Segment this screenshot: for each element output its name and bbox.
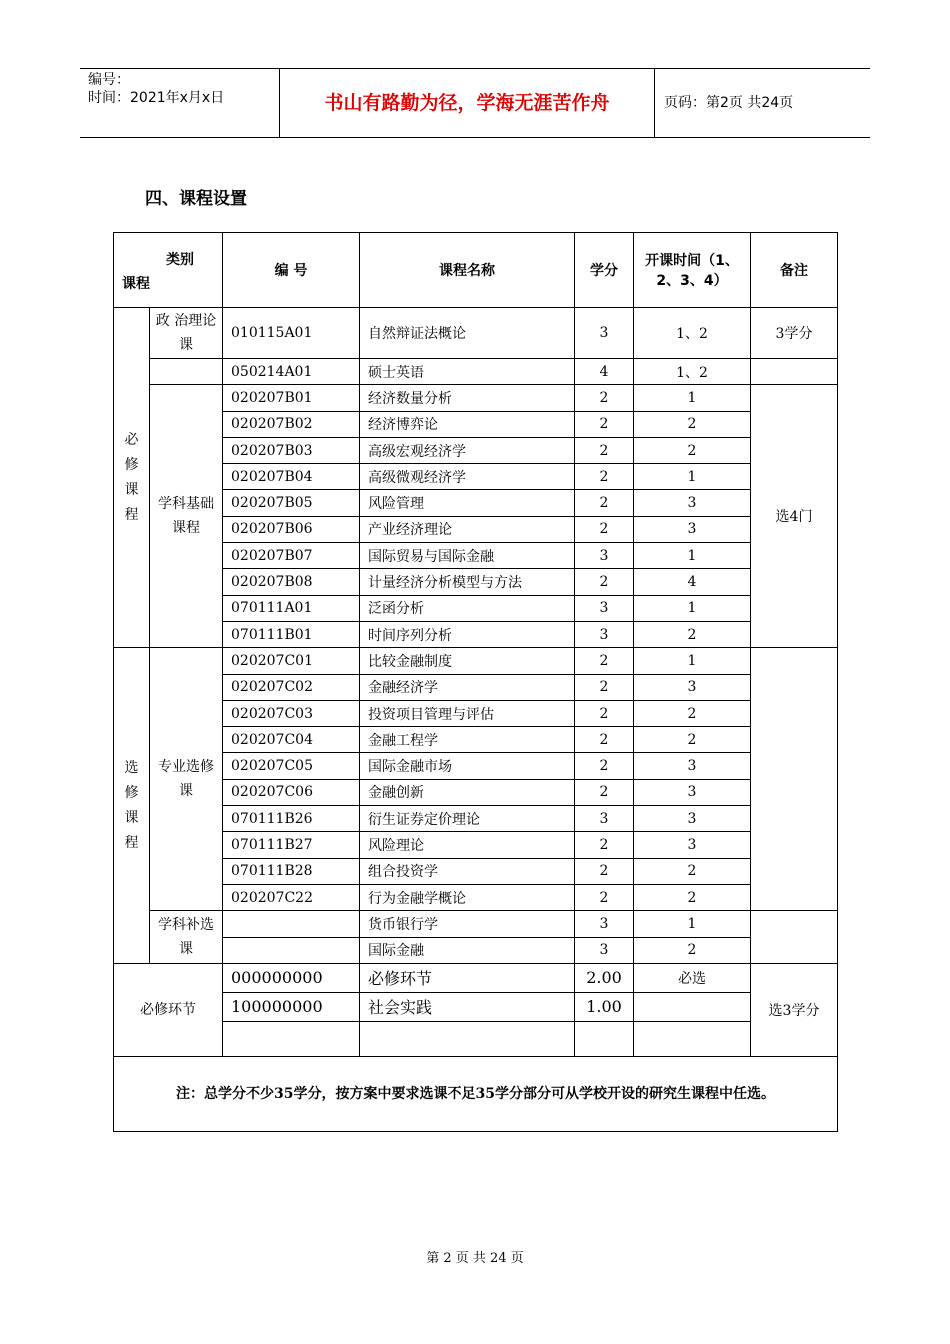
course-name: 组合投资学 xyxy=(360,858,575,884)
course-time: 3 xyxy=(634,779,751,805)
category-header xyxy=(114,233,223,308)
table-row xyxy=(114,648,838,674)
course-time: 2 xyxy=(634,858,751,884)
course-credit: 2 xyxy=(575,411,634,437)
course-code: 020207B07 xyxy=(223,543,360,569)
course-name: 国际金融市场 xyxy=(360,753,575,779)
course-code: 070111B01 xyxy=(223,621,360,647)
course-table xyxy=(113,232,838,1132)
course-code xyxy=(223,1021,360,1056)
course-code: 020207B02 xyxy=(223,411,360,437)
course-code: 020207C04 xyxy=(223,727,360,753)
course-name: 时间序列分析 xyxy=(360,621,575,647)
course-code xyxy=(223,911,360,937)
course-name: 国际贸易与国际金融 xyxy=(360,543,575,569)
course-name: 风险管理 xyxy=(360,490,575,516)
table-row xyxy=(114,464,838,490)
course-credit: 2 xyxy=(575,674,634,700)
course-remark xyxy=(751,911,838,964)
course-credit: 2 xyxy=(575,516,634,542)
course-name: 货币银行学 xyxy=(360,911,575,937)
group-basic: 学科基础课程 xyxy=(150,385,223,648)
table-row xyxy=(114,385,838,411)
number-label: 编号： xyxy=(88,72,130,88)
course-credit: 3 xyxy=(575,595,634,621)
course-time: 3 xyxy=(634,674,751,700)
course-name: 自然辩证法概论 xyxy=(360,308,575,359)
group-required-links: 必修环节 xyxy=(114,963,223,1056)
course-name: 风险理论 xyxy=(360,832,575,858)
table-row xyxy=(114,992,838,1021)
course-name: 产业经济理论 xyxy=(360,516,575,542)
course-code: 100000000 xyxy=(223,992,360,1021)
course-time: 3 xyxy=(634,806,751,832)
course-time: 2 xyxy=(634,621,751,647)
course-credit: 1.00 xyxy=(575,992,634,1021)
course-time: 必选 xyxy=(634,963,751,992)
course-code: 070111B27 xyxy=(223,832,360,858)
course-time xyxy=(634,992,751,1021)
course-code: 020207B05 xyxy=(223,490,360,516)
course-code: 020207C01 xyxy=(223,648,360,674)
remark-header: 备注 xyxy=(751,233,838,308)
course-name: 国际金融 xyxy=(360,937,575,963)
course-code: 070111B26 xyxy=(223,806,360,832)
course-remark: 3学分 xyxy=(751,308,838,359)
course-time: 2 xyxy=(634,700,751,726)
course-time: 1、2 xyxy=(634,359,751,385)
table-row xyxy=(114,963,838,992)
course-credit: 2 xyxy=(575,832,634,858)
course-name: 计量经济分析模型与方法 xyxy=(360,569,575,595)
course-name: 金融工程学 xyxy=(360,727,575,753)
course-code: 070111B28 xyxy=(223,858,360,884)
header-meta xyxy=(80,69,280,137)
table-row xyxy=(114,727,838,753)
course-credit: 2.00 xyxy=(575,963,634,992)
course-code: 020207B01 xyxy=(223,385,360,411)
course-credit: 3 xyxy=(575,308,634,359)
course-name: 高级微观经济学 xyxy=(360,464,575,490)
table-row xyxy=(114,569,838,595)
group-major-elective: 专业选修课 xyxy=(150,648,223,911)
table-row xyxy=(114,359,838,385)
code-header: 编 号 xyxy=(223,233,360,308)
course-credit: 2 xyxy=(575,569,634,595)
course-time: 3 xyxy=(634,753,751,779)
course-time: 1 xyxy=(634,648,751,674)
course-credit: 2 xyxy=(575,464,634,490)
course-time: 2 xyxy=(634,411,751,437)
course-code: 010115A01 xyxy=(223,308,360,359)
table-row xyxy=(114,1021,838,1056)
course-code: 000000000 xyxy=(223,963,360,992)
course-code: 020207C03 xyxy=(223,700,360,726)
course-remark: 选3学分 xyxy=(751,963,838,1056)
category-header-bottom: 课程 xyxy=(122,276,150,292)
course-credit: 3 xyxy=(575,806,634,832)
table-row xyxy=(114,674,838,700)
required-courses-label: 必 修 课 程 xyxy=(114,308,150,648)
course-credit xyxy=(575,1021,634,1056)
course-time: 1 xyxy=(634,595,751,621)
course-code: 020207C02 xyxy=(223,674,360,700)
course-credit: 2 xyxy=(575,753,634,779)
table-row xyxy=(114,411,838,437)
table-header-row xyxy=(114,233,838,308)
course-remark xyxy=(751,359,838,385)
course-time: 2 xyxy=(634,884,751,910)
course-time: 1 xyxy=(634,911,751,937)
table-row xyxy=(114,884,838,910)
time-header: 开课时间（1、2、3、4） xyxy=(634,233,751,308)
course-time: 2 xyxy=(634,727,751,753)
table-row xyxy=(114,516,838,542)
course-code: 020207B06 xyxy=(223,516,360,542)
course-code: 020207B03 xyxy=(223,437,360,463)
course-credit: 3 xyxy=(575,937,634,963)
course-credit: 2 xyxy=(575,648,634,674)
course-name: 行为金融学概论 xyxy=(360,884,575,910)
course-credit: 3 xyxy=(575,911,634,937)
section-title: 四、课程设置 xyxy=(145,189,247,209)
course-credit: 2 xyxy=(575,385,634,411)
course-name: 泛函分析 xyxy=(360,595,575,621)
table-row xyxy=(114,308,838,359)
course-name: 经济数量分析 xyxy=(360,385,575,411)
table-row xyxy=(114,437,838,463)
table-row xyxy=(114,621,838,647)
course-credit: 2 xyxy=(575,779,634,805)
course-credit: 2 xyxy=(575,858,634,884)
course-credit: 3 xyxy=(575,621,634,647)
course-name: 社会实践 xyxy=(360,992,575,1021)
table-row xyxy=(114,806,838,832)
course-credit: 2 xyxy=(575,700,634,726)
time-label: 时间：2021年x月x日 xyxy=(88,90,225,106)
course-time: 1 xyxy=(634,543,751,569)
course-name: 衍生证券定价理论 xyxy=(360,806,575,832)
elective-courses-label: 选 修 课 程 xyxy=(114,648,150,964)
course-name: 高级宏观经济学 xyxy=(360,437,575,463)
course-time: 3 xyxy=(634,832,751,858)
course-name: 经济博弈论 xyxy=(360,411,575,437)
course-code: 020207B04 xyxy=(223,464,360,490)
course-time xyxy=(634,1021,751,1056)
course-credit: 2 xyxy=(575,884,634,910)
page-header xyxy=(80,68,870,138)
course-remark: 选4门 xyxy=(751,385,838,648)
group-empty xyxy=(150,359,223,385)
course-code: 020207C05 xyxy=(223,753,360,779)
course-time: 1 xyxy=(634,385,751,411)
table-row xyxy=(114,490,838,516)
course-time: 4 xyxy=(634,569,751,595)
course-time: 2 xyxy=(634,437,751,463)
course-code: 020207C06 xyxy=(223,779,360,805)
course-time: 2 xyxy=(634,937,751,963)
table-row xyxy=(114,700,838,726)
note-row xyxy=(114,1056,838,1131)
page-info: 页码：第2页 共24页 xyxy=(664,95,794,111)
course-code: 070111A01 xyxy=(223,595,360,621)
table-note: 注：总学分不少35学分，按方案中要求选课不足35学分部分可从学校开设的研究生课程中任选。 xyxy=(114,1056,838,1131)
page-footer: 第 2 页 共 24 页 xyxy=(426,1251,524,1266)
course-time: 1、2 xyxy=(634,308,751,359)
course-time: 3 xyxy=(634,490,751,516)
course-code: 020207B08 xyxy=(223,569,360,595)
motto: 书山有路勤为径，学海无涯苦作舟 xyxy=(280,69,655,137)
course-name: 比较金融制度 xyxy=(360,648,575,674)
course-credit: 4 xyxy=(575,359,634,385)
table-row xyxy=(114,832,838,858)
course-name: 硕士英语 xyxy=(360,359,575,385)
group-supplement: 学科补选课 xyxy=(150,911,223,964)
group-politics: 政 治理论课 xyxy=(150,308,223,359)
course-code: 020207C22 xyxy=(223,884,360,910)
name-header: 课程名称 xyxy=(360,233,575,308)
table-row xyxy=(114,937,838,963)
course-name xyxy=(360,1021,575,1056)
category-header-top: 类别 xyxy=(166,252,194,268)
course-credit: 3 xyxy=(575,543,634,569)
course-name: 投资项目管理与评估 xyxy=(360,700,575,726)
table-row xyxy=(114,911,838,937)
course-credit: 2 xyxy=(575,727,634,753)
course-table-body xyxy=(114,233,838,1132)
table-row xyxy=(114,543,838,569)
course-name: 金融经济学 xyxy=(360,674,575,700)
table-row xyxy=(114,595,838,621)
course-credit: 2 xyxy=(575,490,634,516)
credit-header: 学分 xyxy=(575,233,634,308)
course-credit: 2 xyxy=(575,437,634,463)
course-code: 050214A01 xyxy=(223,359,360,385)
course-time: 1 xyxy=(634,464,751,490)
course-code xyxy=(223,937,360,963)
course-remark xyxy=(751,648,838,911)
table-row xyxy=(114,779,838,805)
course-name: 金融创新 xyxy=(360,779,575,805)
course-time: 3 xyxy=(634,516,751,542)
course-name: 必修环节 xyxy=(360,963,575,992)
table-row xyxy=(114,753,838,779)
table-row xyxy=(114,858,838,884)
